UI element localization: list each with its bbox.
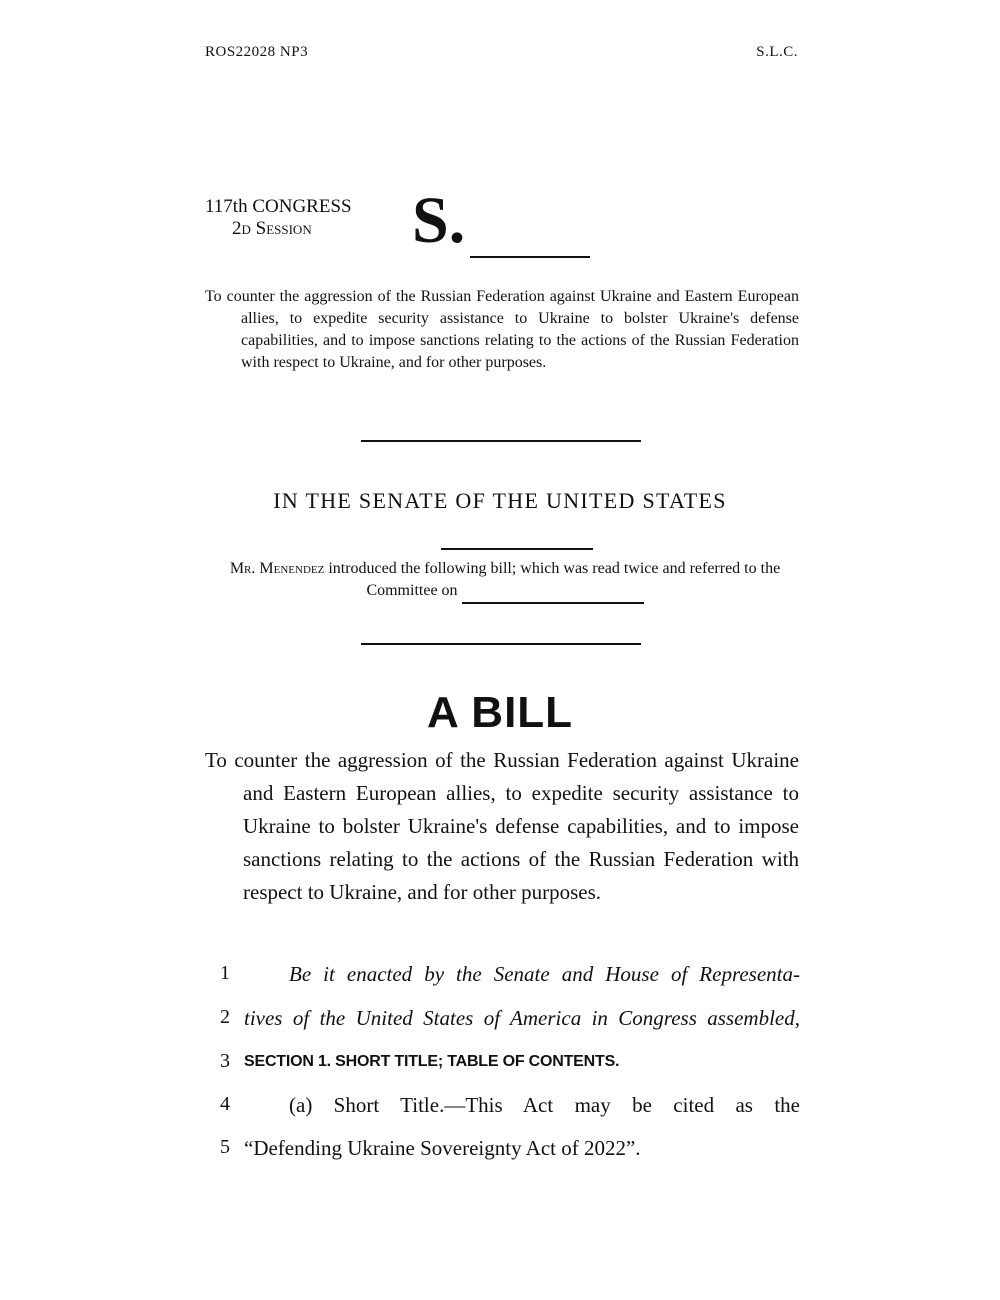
- act-name-line: “Defending Ukraine Sovereignty Act of 2022”.: [244, 1136, 641, 1160]
- line-number-1: 1: [220, 962, 230, 984]
- header-doc-id: ROS22028 NP3: [205, 44, 309, 60]
- line-number-3: 3: [220, 1050, 230, 1072]
- document-type: A BILL: [426, 688, 574, 737]
- section-heading: SECTION 1. SHORT TITLE; TABLE OF CONTENTS.: [244, 1053, 620, 1070]
- enacting-clause-line-1: Be it enacted by the Senate and House of Representa-: [289, 962, 800, 986]
- bill-number-blank: [470, 256, 590, 258]
- committee-blank: [462, 580, 644, 604]
- line-number-2: 2: [220, 1006, 230, 1028]
- congress-number: 117th CONGRESS: [205, 196, 352, 217]
- line-number-5: 5: [220, 1136, 230, 1158]
- sponsor-name: Mr. Menendez: [229, 560, 325, 577]
- divider-small: [441, 548, 593, 550]
- chamber-heading: IN THE SENATE OF THE UNITED STATES: [273, 488, 727, 513]
- short-title: To counter the aggression of the Russian Federation against Ukraine and Eastern European allies, to expedite security assistance to Ukraine to bolster Ukraine's defense capabilities, and to impose sanctions relating to the actions of the Russian Federation with respect to Ukraine, and for other purposes.: [205, 288, 799, 371]
- enacting-clause-line-2: tives of the United States of America in Congress assembled,: [244, 1006, 800, 1030]
- bill-number-prefix: S.: [412, 184, 466, 257]
- line-number-4: 4: [220, 1093, 230, 1115]
- header-slc: S.L.C.: [756, 44, 798, 60]
- divider-top: [361, 440, 641, 442]
- long-title: To counter the aggression of the Russian Federation against Ukraine and Eastern European allies, to expedite security assistance to Ukraine to bolster Ukraine's defense capabilities, and to impose sanctions relating to the actions of the Russian Federation with respect to Ukraine, and for other purposes.: [205, 748, 799, 904]
- introduction-body: introduced the following bill; which was read twice and referred to the Committee on: [328, 560, 781, 599]
- session-number: 2d Session: [232, 218, 312, 239]
- introduction-text: [225, 558, 785, 604]
- short-title-subsection: (a) Short Title.—This Act may be cited as the: [289, 1093, 800, 1117]
- divider-bottom: [361, 643, 641, 645]
- congress-session-block: [205, 196, 352, 240]
